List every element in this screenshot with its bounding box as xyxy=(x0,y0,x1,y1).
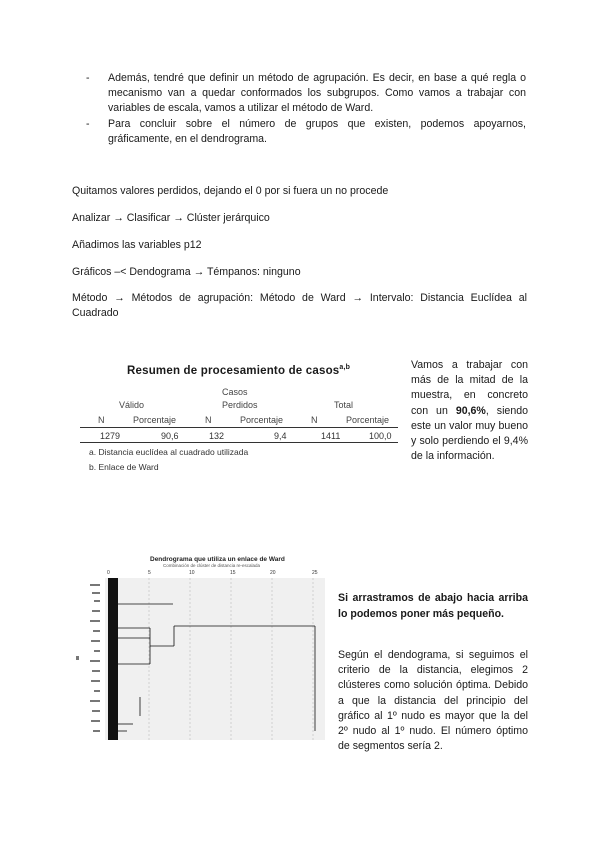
side-bold-pct: 90,6% xyxy=(455,404,486,417)
table-subheader: N xyxy=(311,415,318,425)
dendrogram-title: Dendrograma que utiliza un enlace de Ward xyxy=(150,556,285,563)
table-subheader: Porcentaje xyxy=(240,415,284,425)
table-cell: 9,4 xyxy=(274,431,287,441)
bullet-item xyxy=(86,71,526,116)
dendrogram-branches xyxy=(118,604,315,731)
dendrogram-gridlines xyxy=(149,578,313,740)
table-subheader: Porcentaje xyxy=(133,415,177,425)
bullet-dash: - xyxy=(86,118,90,130)
axis-tick: 20 xyxy=(270,570,276,576)
table-group-total: Total xyxy=(334,400,354,410)
table-cell: 100,0 xyxy=(369,431,392,441)
bullet-item xyxy=(86,117,526,147)
axis-tick: 15 xyxy=(230,570,236,576)
axis-tick: 25 xyxy=(312,570,318,576)
table-cell: 132 xyxy=(209,431,225,441)
dendrogram-conclusion: Según el dendograma, si seguimos el criterio de la distancia, elegimos 2 clústeres como solución óptima. Debido a que la distancia del principio del gráfico al 1º nudo es mayor que la del 2º nudo al 1º nudo. El número óptimo de segmentos sería 2. xyxy=(338,649,528,753)
table-subheader: N xyxy=(98,415,105,425)
table-subheader: Porcentaje xyxy=(346,415,390,425)
step-method: Método → Métodos de agrupación: Método de Ward → Intervalo: Distancia Euclídea al Cuadrado xyxy=(72,292,527,319)
table-cell: 90,6 xyxy=(161,431,179,441)
bullet-dash: - xyxy=(86,72,90,84)
axis-tick: 5 xyxy=(148,570,151,576)
table-group-missing: Perdidos xyxy=(222,400,258,410)
bullet-text: Además, tendré que definir un método de agrupación. Es decir, en base a qué regla o mecanismo van a quedar conformados los subgrupos. Como vamos a trabajar con variables de escala, vamos a utilizar el método de Ward. xyxy=(108,72,526,114)
table-footnote: b. Enlace de Ward xyxy=(89,462,159,472)
side-paragraph: Vamos a trabajar con más de la mitad de la muestra, en concreto con un 90,6%, siendo este un valor muy bueno y solo perdiendo el 9,4% de la información. xyxy=(411,359,528,463)
table-cell: 1279 xyxy=(100,431,121,441)
dendrogram-figure xyxy=(70,566,330,746)
table-footnote: a. Distancia euclídea al cuadrado utilizada xyxy=(89,447,249,457)
table-title: Resumen de procesamiento de casos$^{a,b}$ xyxy=(127,364,351,377)
table-subheader: N xyxy=(205,415,212,425)
table-divider xyxy=(80,427,398,428)
bullet-text: Para concluir sobre el número de grupos que existen, podemos apoyarnos, gráficamente, en el dendrograma. xyxy=(108,118,526,145)
table-title-sup: a,b xyxy=(339,364,351,371)
step-analyze: Analizar → Clasificar → Clúster jerárquico xyxy=(72,212,270,224)
step-variables: Añadimos las variables p12 xyxy=(72,239,202,251)
axis-tick: 0 xyxy=(107,570,110,576)
table-casos-header: Casos xyxy=(222,387,248,397)
dendrogram-hint: Si arrastramos de abajo hacia arriba lo podemos poner más pequeño. xyxy=(338,592,528,620)
step-graphs: Gráficos –< Dendograma → Témpanos: ninguno xyxy=(72,266,301,278)
dendrogram-case-labels xyxy=(76,584,100,732)
dendrogram-leaf-block xyxy=(108,578,118,740)
table-cell: 1411 xyxy=(321,431,341,441)
table-group-valid: Válido xyxy=(119,400,145,410)
step-missing-values: Quitamos valores perdidos, dejando el 0 por si fuera un no procede xyxy=(72,185,389,197)
table-divider xyxy=(80,442,398,443)
dendrogram-subtitle: Combinación de clúster de distancia re-escalada xyxy=(163,563,261,568)
axis-tick: 10 xyxy=(189,570,195,576)
